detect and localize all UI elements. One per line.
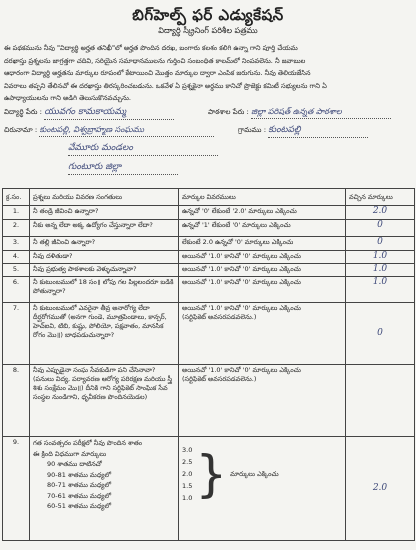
table-row — [3, 365, 415, 437]
options-text: అయినచో '1.0' కానిచో '0' మార్కులు ఎక్కించు — [182, 304, 301, 312]
address-value-line1[interactable]: కుంటపల్లి, విశ్వబ్రాహ్మణ సంఘము — [39, 125, 214, 137]
row-number: 5. — [3, 264, 30, 277]
marks-cell[interactable] — [346, 220, 415, 237]
question-cell — [30, 437, 179, 541]
table-row — [3, 277, 415, 303]
question-cell: నీవు ఎప్పుడైనా సంఘ సేవకుడిగా పని చేసినావా? (పనులు విద్య, పర్యావరణ ఆరోగ్య పరిరక్షణ మరియు స్త్రీ శిశు సంక్షేమం మొ॥) దీనికి గాని సర్టిఫికెట్ సాంఘిక సేవ సంస్థల నుండిగాని, ధృవీకరణ పొందినయెడల) — [30, 365, 179, 437]
student-name-row: విద్యార్థి పేరు : యువగం కామకాయమ్మ — [4, 107, 174, 120]
village-label: గ్రామము — [238, 126, 262, 134]
options-cell — [179, 365, 346, 437]
marks-cell[interactable] — [346, 303, 415, 365]
row-number: 1. — [3, 206, 30, 220]
table-row — [3, 251, 415, 264]
question-intro: గత సంవత్సరం పరీక్షలో నీవు పొందిన శాతం — [33, 439, 143, 447]
marks-cell[interactable] — [346, 237, 415, 251]
question-cell: నీ కుటుంబములో ఎవరైనా తీవ్ర అనారోగ్య లేదా దీర్ఘరోగముతో (అనగా గుండె, మూత్రపిండాలు, కాన్సర్, హెచ్ఐవి, టిబి, కుష్టు, పోలియో, పక్షవాతం, మానసిక రోగం మొ॥) బాధపడుచున్నారా? — [30, 303, 179, 365]
options-cell: అయినచో '1.0' కానిచో '0' మార్కులు ఎక్కించు — [179, 264, 346, 277]
question-cell: నీ తండ్రి జీవించి ఉన్నారా? — [30, 206, 179, 220]
mark-value: 2.0 — [372, 206, 388, 216]
screening-questions-table — [2, 188, 415, 541]
mark-value: 0 — [377, 220, 383, 230]
options-cell: ఉన్నచో '0' లేకుంటే '2.0' మార్కులు ఎక్కించు — [179, 206, 346, 220]
scale-value: 3.0 — [182, 446, 193, 454]
address-value-line2[interactable]: వేమూరు మండలం — [68, 143, 218, 156]
address-line3-row — [68, 162, 178, 175]
mark-value: 1.0 — [372, 277, 388, 287]
village-row: గ్రామము : కుంటపల్లి — [238, 125, 368, 138]
brace-icon: } — [195, 445, 228, 503]
school-name-label: పాఠశాల పేరు — [208, 108, 245, 116]
options-cell: ఉన్నచో '1' లేకుంటే '0' మార్కులు ఎక్కించు — [179, 220, 346, 237]
instruction-line: ఈ పథకమును నీవు "విద్యార్థి అర్హత తనిఖీ"లో అర్హత పొందిన దరఖ, బంగారు కలశం కలిగి ఉన్నా గాని పూర్తి చేయమ — [4, 44, 298, 52]
table-row — [3, 303, 415, 365]
options-cell — [179, 303, 346, 365]
question-cell: నీ తల్లి జీవించి ఉన్నారా? — [30, 237, 179, 251]
page-subtitle: విద్యార్థి స్క్రీనింగ్ పరిశీల పత్రము — [158, 26, 258, 35]
marks-cell[interactable] — [346, 264, 415, 277]
question-cell: నీకు అన్న లేదా అక్క ఉద్యోగం చేస్తున్నారా లేదా? — [30, 220, 179, 237]
instruction-line: దరఖాస్తు ప్రశ్నలను జాగ్రత్తగా చదివి, సరియైన సమాధానములను గుర్తించి సంబంధిత కాలమ్‌లో నింపవలెను. నీ జవాబుల — [4, 56, 306, 65]
student-name-label: విద్యార్థి పేరు — [4, 108, 38, 116]
row-number: 8. — [3, 365, 30, 437]
mark-value: 0 — [377, 328, 383, 338]
question-cell: నీవు ప్రభుత్వ పాఠశాలకు వెళ్ళుచున్నావా? — [30, 264, 179, 277]
question-cell: నీవు దళితుడా? — [30, 251, 179, 264]
marks-cell[interactable] — [346, 206, 415, 220]
options-cell — [179, 437, 346, 541]
table-row — [3, 437, 415, 541]
marks-cell[interactable] — [346, 437, 415, 541]
table-row — [3, 237, 415, 251]
row-number: 9. — [3, 437, 30, 541]
table-row — [3, 264, 415, 277]
instructions-paragraph — [4, 42, 412, 105]
percentage-band: 80-71 శాతము మధ్యలో — [47, 481, 112, 489]
scale-value: 2.0 — [182, 470, 193, 478]
row-number: 4. — [3, 251, 30, 264]
mark-value: 0 — [377, 237, 383, 247]
marks-cell[interactable] — [346, 365, 415, 437]
marks-cell[interactable] — [346, 277, 415, 303]
row-number: 3. — [3, 237, 30, 251]
village-value[interactable]: కుంటపల్లి — [268, 125, 368, 138]
instruction-line: ఆధారంగా విద్యార్థి అర్హతను మార్కుల రూపంలో కేటాయించి మొత్తం మార్కుల ద్వారా ఎంపిక జరుగును. నీవు తెలియజేసిన — [4, 69, 311, 78]
instruction-line: ఉపాధ్యాయులను గాని అడిగి తెలుసుకొనవచ్చును. — [4, 94, 131, 103]
page-title: బిగ్‌హెల్ప్ ఫర్ ఎడ్యుకేషన్ — [132, 6, 284, 24]
column-header-sno: క్ర.సం. — [3, 189, 30, 206]
options-text: మార్కులు ఎక్కించు — [230, 469, 279, 478]
percentage-band: 70-61 శాతము మధ్యలో — [47, 491, 112, 500]
table-row — [3, 220, 415, 237]
address-row: చిరునామా : కుంటపల్లి, విశ్వబ్రాహ్మణ సంఘము — [4, 125, 214, 137]
student-name-value[interactable]: యువగం కామకాయమ్మ — [44, 107, 174, 120]
table-row — [3, 206, 415, 220]
percentage-band: 90 శాతము దాటినచో — [47, 460, 102, 468]
address-line2-row — [68, 143, 218, 156]
school-name-value[interactable]: జిల్లా పరిషత్ ఉన్నత పాఠశాల — [251, 107, 391, 119]
scale-values — [182, 444, 192, 504]
row-number: 6. — [3, 277, 30, 303]
school-name-row: పాఠశాల పేరు : జిల్లా పరిషత్ ఉన్నత పాఠశాల — [208, 107, 391, 119]
mark-value: 1.0 — [372, 264, 388, 274]
scale-value: 1.5 — [182, 482, 193, 490]
options-cell: లేకుంటే 2.0 ఉన్నచో '0' మార్కులు ఎక్కించు — [179, 237, 346, 251]
question-sub: ఈ క్రింది విధముగా మార్కులు — [33, 449, 107, 458]
options-cell: అయినచో '1.0' కానిచో '0' మార్కులు ఎక్కించు — [179, 251, 346, 264]
mark-value: 2.0 — [372, 483, 388, 493]
table-header-row — [3, 189, 415, 206]
scale-value: 1.0 — [182, 494, 193, 502]
options-cell: అయినచో '1.0' కానిచో '0' మార్కులు ఎక్కించు — [179, 277, 346, 303]
column-header-options: మార్కుల వివరములు — [179, 189, 346, 206]
options-note: (సర్టిఫికెట్ అవసరపడవలెను.) — [182, 313, 257, 321]
options-note: (సర్టిఫికెట్ అవసరపడవలెను.) — [182, 375, 257, 383]
options-text: అయినచో '1.0' కానిచో '0' మార్కులు ఎక్కించు — [182, 366, 301, 374]
percentage-band: 60-51 శాతము మధ్యలో — [47, 502, 112, 510]
column-header-question: ప్రశ్నలు మరియు వివరణ సంగతులు — [30, 189, 179, 206]
question-cell: నీ కుటుంబములో 18 సం॥ లోపు గల పిల్లలందరూ బడికి పోతున్నారా? — [30, 277, 179, 303]
address-value-line3[interactable]: గుంటూరు జిల్లా — [68, 162, 178, 175]
percentage-band: 90-81 శాతము మధ్యలో — [47, 470, 112, 479]
scale-value: 2.5 — [182, 458, 193, 466]
address-label: చిరునామా — [4, 126, 33, 134]
marks-scale — [182, 444, 342, 504]
instruction-line: వివరాలు తప్పని తేలినచో ఈ దరఖాస్తు తిరస్కరించబడును. ఒకవేళ ఏ ప్రశ్నకైనా అర్థము కానిచో ప్రొజెక్టు కమిటీ సభ్యులను గాని ఏ — [4, 81, 327, 90]
row-number: 7. — [3, 303, 30, 365]
column-header-marks: వచ్చిన మార్కులు — [346, 189, 415, 206]
row-number: 2. — [3, 220, 30, 237]
mark-value: 1.0 — [372, 251, 388, 261]
marks-cell[interactable] — [346, 251, 415, 264]
